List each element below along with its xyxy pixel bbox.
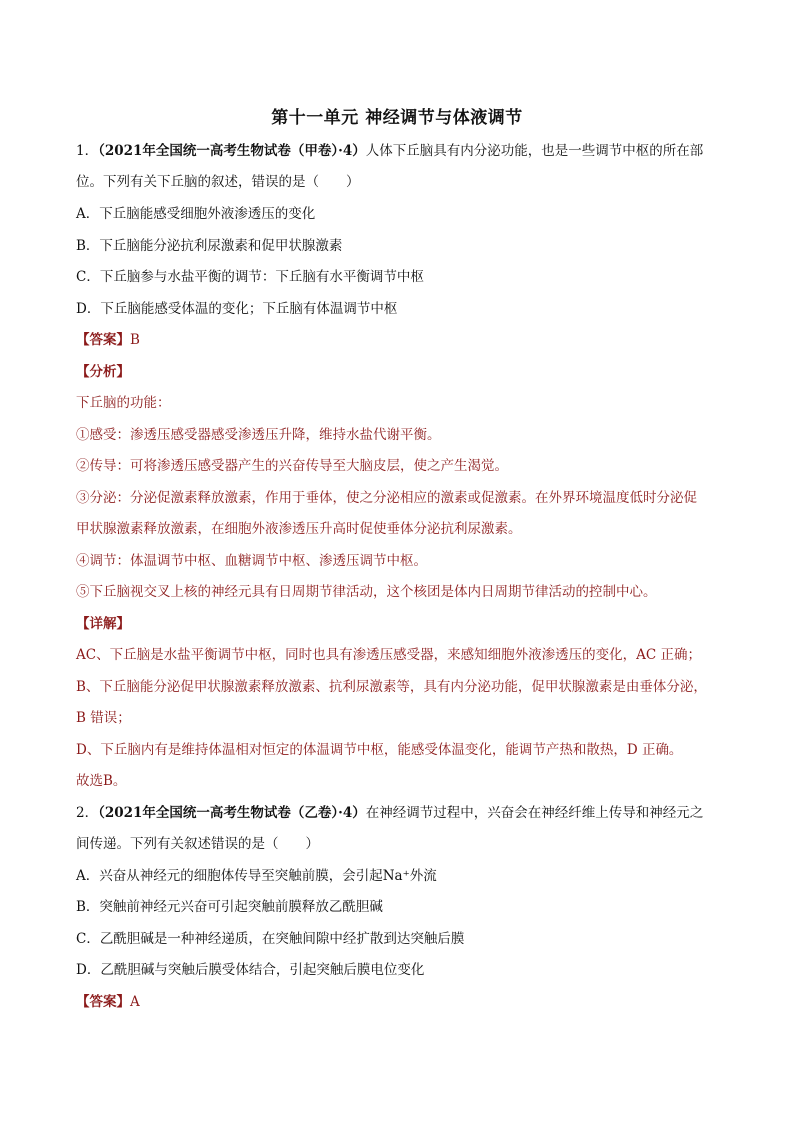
q1-detail-line-1: AC、下丘脑是水盐平衡调节中枢，同时也具有渗透压感受器，来感知细胞外液渗透压的变化，AC 正确；	[76, 647, 701, 663]
q2-option-a: A．兴奋从神经元的细胞体传导至突触前膜，会引起Na⁺外流	[76, 868, 437, 884]
q1-option-b: B．下丘脑能分泌抗利尿激素和促甲状腺激素	[76, 238, 343, 254]
q1-number: 1．	[76, 143, 99, 159]
q1-answer-value: B	[130, 332, 140, 348]
unit-title: 第十一单元 神经调节与体液调节	[271, 108, 523, 128]
q1-answer	[76, 330, 726, 350]
q1-option-c: C．下丘脑参与水盐平衡的调节：下丘脑有水平衡调节中枢	[76, 269, 424, 285]
q1-analysis-item-3: ③分泌：分泌促激素释放激素，作用于垂体，使之分泌相应的激素或促激素。在外界环境温度低时分泌促	[76, 490, 697, 506]
q1-answer-label: 【答案】	[76, 332, 130, 348]
q1-stem-1: 人体下丘脑具有内分泌功能，也是一些调节中枢的所在部	[365, 143, 704, 159]
q2-answer	[76, 992, 726, 1012]
q1-detail-line-3: B 错误；	[76, 710, 131, 726]
q2-stem-line-2: 间传递。下列有关叙述错误的是（ ）	[76, 836, 319, 852]
q2-answer-label: 【答案】	[76, 994, 130, 1010]
q1-stem-line-1	[76, 141, 726, 161]
q2-number: 2．	[76, 805, 99, 821]
q2-stem-1: 在神经调节过程中，兴奋会在神经纤维上传导和神经元之	[365, 805, 704, 821]
q1-analysis-item-3-cont: 甲状腺激素释放激素，在细胞外液渗透压升高时促使垂体分泌抗利尿激素。	[76, 521, 522, 537]
q1-analysis-intro: 下丘脑的功能：	[76, 395, 171, 411]
q1-stem-line-2: 位。下列有关下丘脑的叙述，错误的是（ ）	[76, 174, 360, 190]
q1-detail-label: 【详解】	[76, 616, 130, 632]
q1-analysis-label: 【分析】	[76, 364, 130, 380]
q2-stem-line-1	[76, 803, 726, 823]
q1-detail-line-4: D、下丘脑内有是维持体温相对恒定的体温调节中枢，能感受体温变化，能调节产热和散热，D 正确。	[76, 742, 683, 758]
q2-source: （2021年全国统一高考生物试卷（乙卷）·4）	[98, 805, 366, 821]
q1-analysis-item-4: ④调节：体温调节中枢、血糖调节中枢、渗透压调节中枢。	[76, 553, 427, 569]
q1-option-d: D．下丘脑能感受体温的变化；下丘脑有体温调节中枢	[76, 301, 398, 317]
q1-detail-line-2: B、下丘脑能分泌促甲状腺激素释放激素、抗利尿激素等，具有内分泌功能，促甲状腺激素是由垂体分泌，	[76, 679, 707, 695]
q1-analysis-item-5: ⑤下丘脑视交叉上核的神经元具有日周期节律活动，这个核团是体内日周期节律活动的控制中心。	[76, 584, 657, 600]
q1-detail-line-5: 故选B。	[76, 773, 127, 789]
q1-option-a: A．下丘脑能感受细胞外液渗透压的变化	[76, 206, 316, 222]
q1-analysis-item-1: ①感受：渗透压感受器感受渗透压升降，维持水盐代谢平衡。	[76, 427, 441, 443]
q2-option-d: D．乙酰胆碱与突触后膜受体结合，引起突触后膜电位变化	[76, 962, 425, 978]
q2-option-b: B．突触前神经元兴奋可引起突触前膜释放乙酰胆碱	[76, 899, 383, 915]
q1-source: （2021年全国统一高考生物试卷（甲卷）·4）	[98, 143, 366, 159]
q2-answer-value: A	[130, 994, 140, 1010]
q2-option-c: C．乙酰胆碱是一种神经递质，在突触间隙中经扩散到达突触后膜	[76, 931, 465, 947]
q1-analysis-item-2: ②传导：可将渗透压感受器产生的兴奋传导至大脑皮层，使之产生渴觉。	[76, 458, 508, 474]
